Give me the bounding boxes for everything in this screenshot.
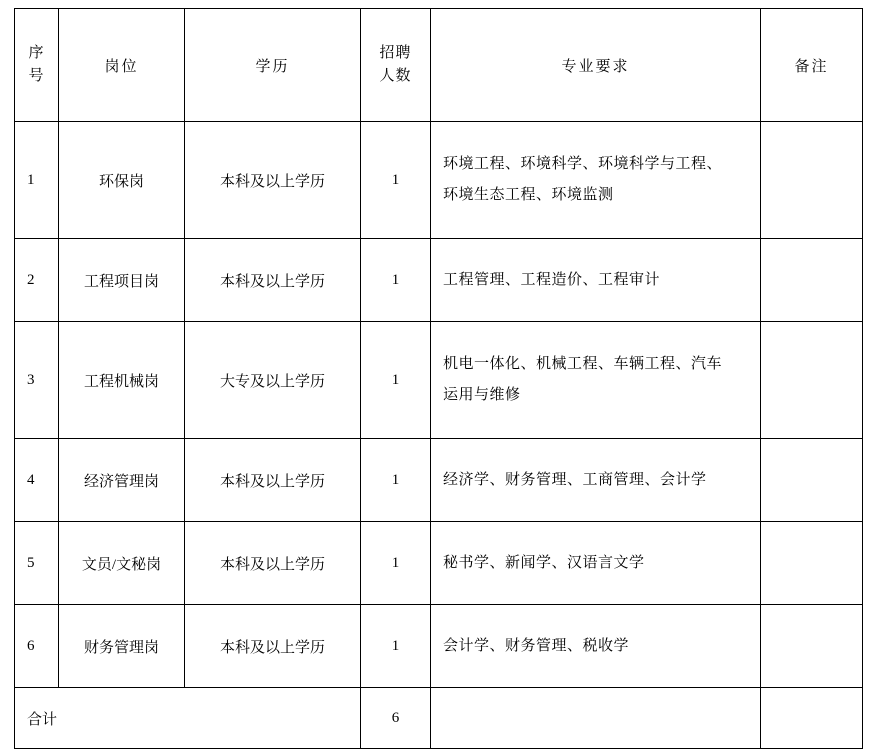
cell-no: 3 — [15, 322, 59, 439]
column-header-major — [431, 9, 761, 122]
column-header-post — [59, 9, 185, 122]
cell-num: 1 — [361, 522, 431, 605]
cell-no: 2 — [15, 239, 59, 322]
cell-major-line: 工程管理、工程造价、工程审计 — [443, 271, 661, 288]
cell-no: 1 — [15, 122, 59, 239]
cell-major-line: 运用与维修 — [443, 387, 521, 403]
cell-note — [761, 439, 863, 522]
cell-major-line: 环境工程、环境科学、环境科学与工程、 — [443, 156, 723, 173]
cell-post: 文员/文秘岗 — [59, 522, 185, 605]
cell-edu: 本科及以上学历 — [185, 122, 361, 239]
table-row — [15, 122, 863, 239]
cell-edu: 本科及以上学历 — [185, 605, 361, 688]
table-total-row — [15, 688, 863, 749]
cell-post: 工程项目岗 — [59, 239, 185, 322]
cell-no: 5 — [15, 522, 59, 605]
cell-note — [761, 122, 863, 239]
cell-edu: 大专及以上学历 — [185, 322, 361, 439]
cell-note — [761, 522, 863, 605]
cell-major — [431, 239, 761, 322]
cell-major — [431, 322, 761, 439]
column-header-num — [361, 9, 431, 122]
cell-major — [431, 522, 761, 605]
total-major — [431, 688, 761, 749]
column-header-note — [761, 9, 863, 122]
cell-major — [431, 439, 761, 522]
column-header-edu — [185, 9, 361, 122]
cell-edu: 本科及以上学历 — [185, 522, 361, 605]
column-header-major-label: 专业要求 — [561, 58, 630, 75]
cell-post: 经济管理岗 — [59, 439, 185, 522]
column-header-no-line1: 序 — [28, 44, 45, 61]
cell-note — [761, 605, 863, 688]
cell-major-line: 环境生态工程、环境监测 — [443, 187, 614, 203]
table-row — [15, 322, 863, 439]
cell-major-line: 机电一体化、机械工程、车辆工程、汽车 — [443, 356, 723, 373]
cell-major — [431, 122, 761, 239]
cell-num: 1 — [361, 239, 431, 322]
total-label: 合计 — [15, 688, 361, 749]
cell-note — [761, 322, 863, 439]
cell-major — [431, 605, 761, 688]
table-header-row — [15, 9, 863, 122]
column-header-post-label: 岗位 — [104, 58, 139, 75]
column-header-edu-label: 学历 — [255, 58, 290, 75]
cell-num: 1 — [361, 122, 431, 239]
column-header-note-label: 备注 — [794, 58, 829, 75]
table-row — [15, 522, 863, 605]
column-header-num-line1: 招聘 — [379, 44, 412, 61]
cell-no: 4 — [15, 439, 59, 522]
table-row — [15, 605, 863, 688]
cell-num: 1 — [361, 605, 431, 688]
column-header-no-line2: 号 — [28, 68, 45, 84]
cell-edu: 本科及以上学历 — [185, 439, 361, 522]
cell-note — [761, 239, 863, 322]
cell-num: 1 — [361, 322, 431, 439]
cell-num: 1 — [361, 439, 431, 522]
cell-major-line: 经济学、财务管理、工商管理、会计学 — [443, 471, 707, 488]
cell-edu: 本科及以上学历 — [185, 239, 361, 322]
cell-post: 工程机械岗 — [59, 322, 185, 439]
column-header-no — [15, 9, 59, 122]
column-header-num-line2: 人数 — [379, 68, 412, 84]
cell-post: 财务管理岗 — [59, 605, 185, 688]
table-row — [15, 239, 863, 322]
cell-post: 环保岗 — [59, 122, 185, 239]
recruitment-table — [14, 8, 863, 749]
total-num: 6 — [361, 688, 431, 749]
cell-major-line: 秘书学、新闻学、汉语言文学 — [443, 554, 645, 571]
cell-no: 6 — [15, 605, 59, 688]
total-note — [761, 688, 863, 749]
cell-major-line: 会计学、财务管理、税收学 — [443, 637, 630, 654]
table-row — [15, 439, 863, 522]
